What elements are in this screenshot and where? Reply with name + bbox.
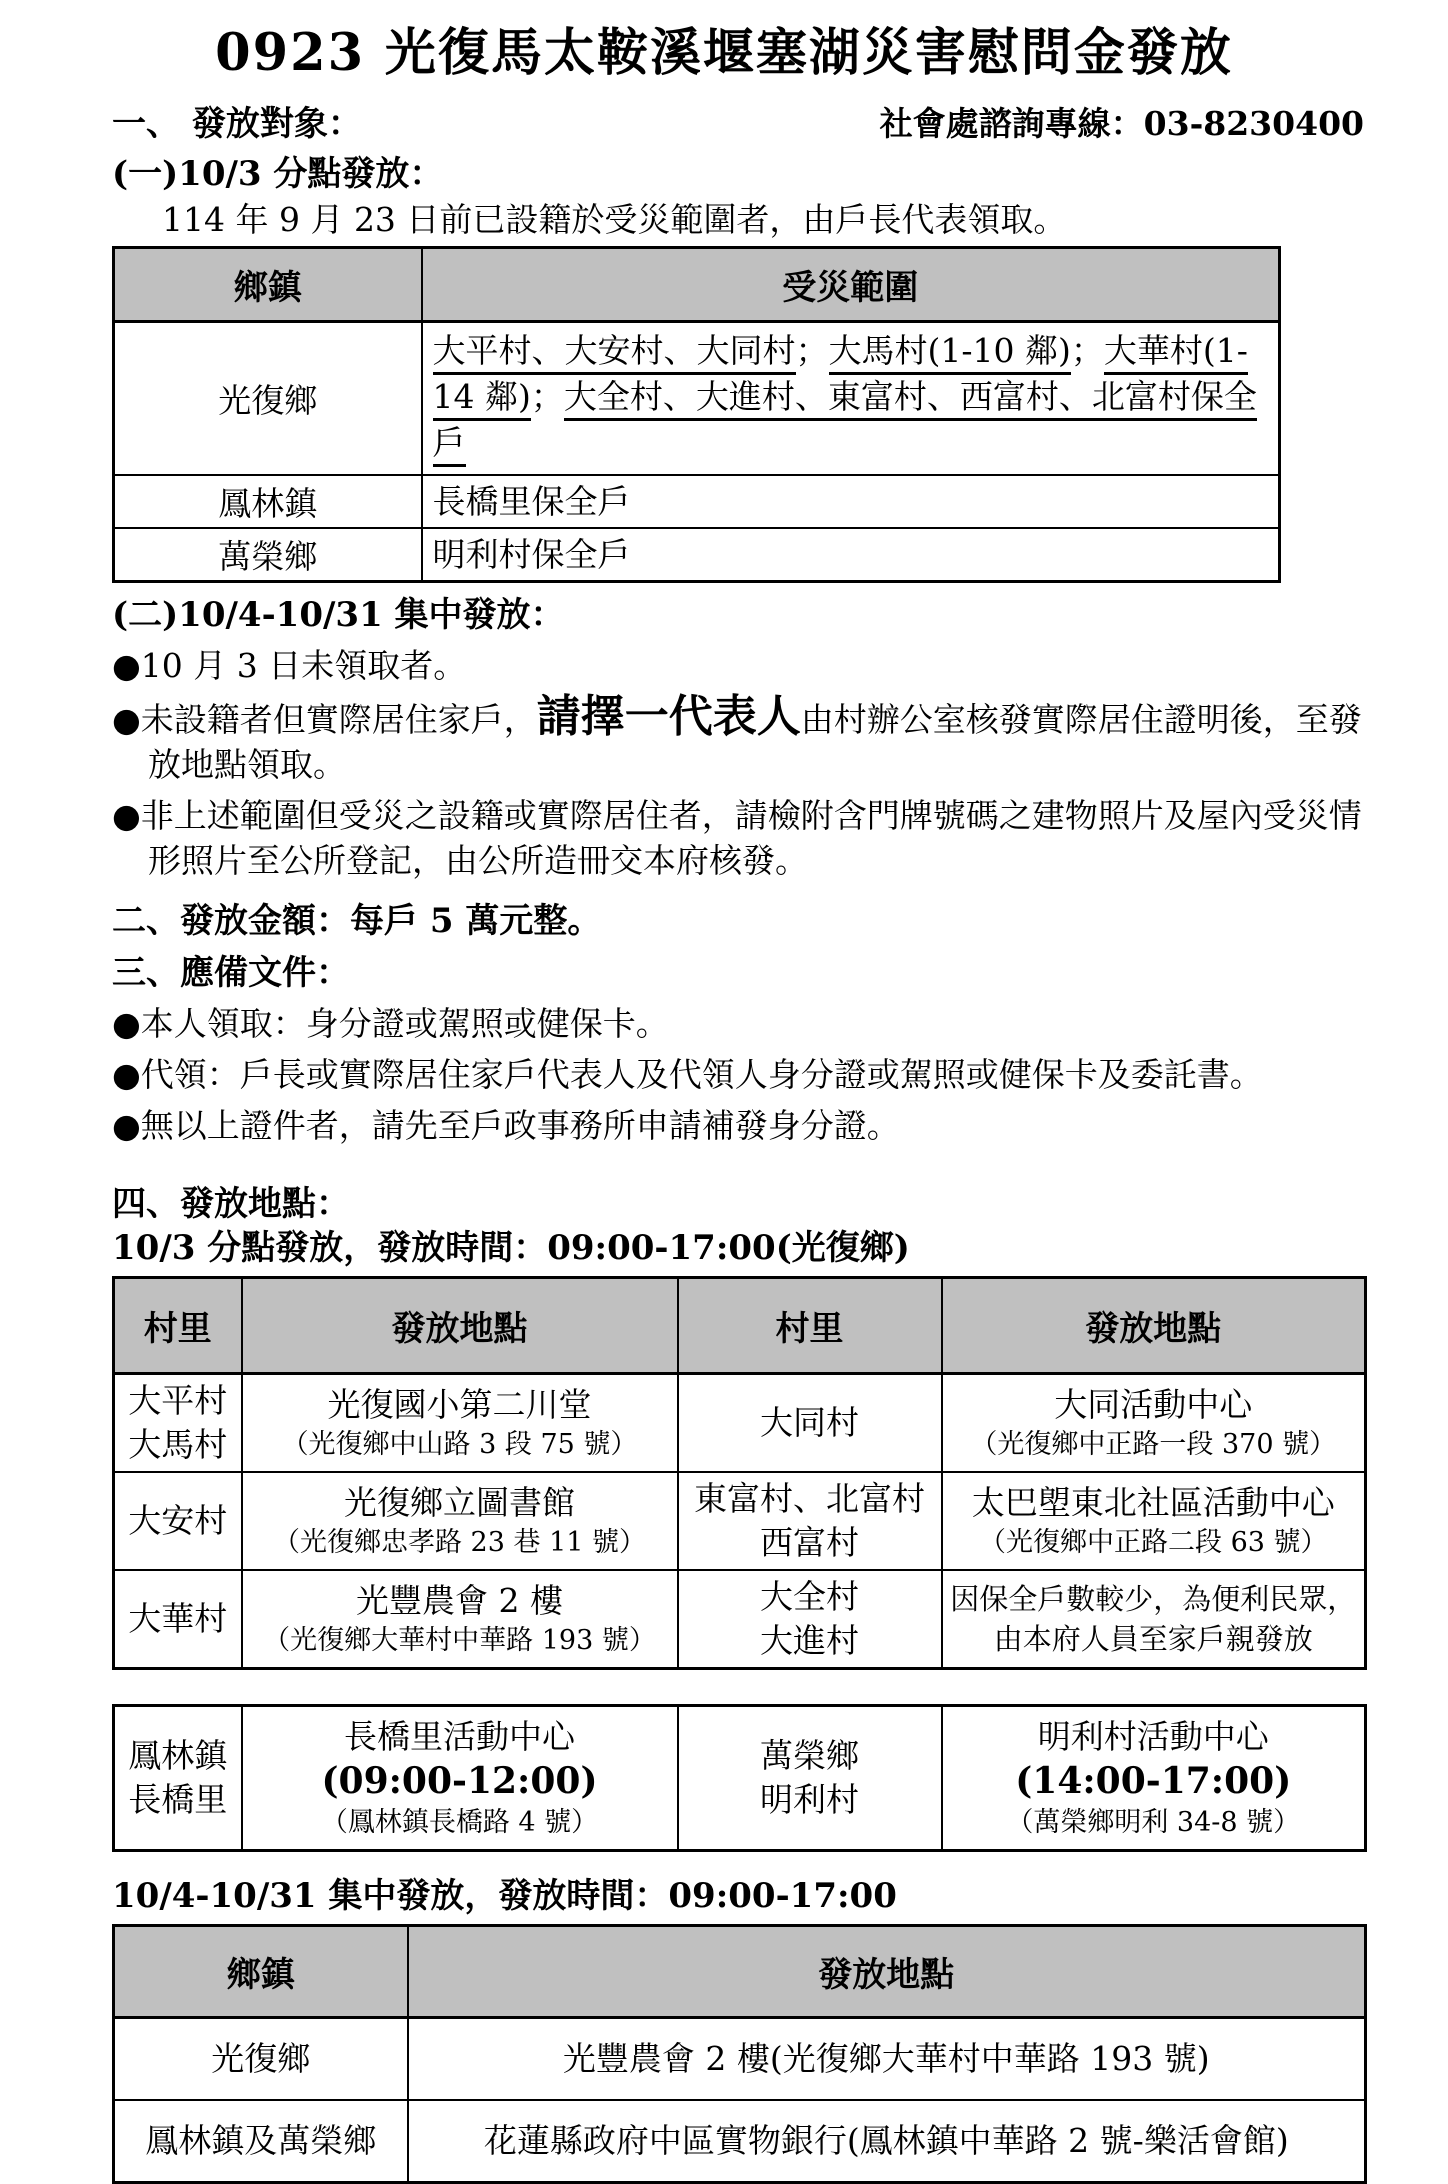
site-cell [242,1472,678,1570]
sites-col-village-1: 村里 [114,1278,242,1374]
victims-row-fenglin [114,475,1280,528]
village-cell [678,1706,942,1851]
village-name: 大進村 [760,1621,859,1660]
range-separator: ； [530,377,564,416]
village-name: 東富村、北富村 [694,1479,925,1518]
range-segment: 大馬村(1-10 鄰) [829,331,1071,375]
central-row-guangfu [114,2018,1366,2101]
bullet-not-collected: ●10 月 3 日未領取者。 [112,646,467,685]
range-segment: 大平村、大安村、大同村 [433,331,796,375]
village-name: 大全村 [760,1577,859,1616]
victims-header-row [114,248,1280,322]
village-cell [678,1374,942,1473]
sites-row-3 [114,1570,1366,1669]
victims-row-wanrong [114,528,1280,582]
village-cell [114,1570,242,1669]
section3-heading: 三、應備文件： [112,953,350,993]
site-address: （鳳林鎮長橋路 4 號） [320,1807,599,1838]
central-col-town: 鄉鎮 [114,1926,408,2018]
range-cell [422,322,1280,476]
sites-col-village-2: 村里 [678,1278,942,1374]
village-cell [678,1570,942,1669]
home-delivery-note-cell [942,1570,1366,1669]
section1-header-row [112,98,1364,146]
range-segment: 大全村、大進村、東富村、西富村、北富村保全戶 [433,377,1257,467]
bullet-proxy-collect: ●代領：戶長或實際居住家戶代表人及代領人身分證或駕照或健保卡及委託書。 [112,1055,1263,1094]
section2-heading: 二、發放金額：每戶 5 萬元整。 [112,901,602,941]
village-name: 長橋里 [128,1780,228,1819]
town-cell: 鳳林鎮及萬榮鄉 [114,2100,408,2183]
site-address: （光復鄉中山路 3 段 75 號） [281,1429,638,1460]
village-name: 明利村 [760,1780,859,1819]
page-title: 0923 光復馬太鞍溪堰塞湖災害慰問金發放 [215,23,1233,83]
range-cell: 明利村保全戶 [422,528,1280,582]
bullet-outside-range: ●非上述範圍但受災之設籍或實際居住者，請檢附含門牌號碼之建物照片及屋內受災情形照片至公所登記，由公所造冊交本府核發。 [112,796,1362,880]
site-address: （光復鄉中正路一段 370 號） [970,1429,1337,1460]
village-name: 大馬村 [128,1425,228,1464]
victims-col-range: 受災範圍 [422,248,1280,322]
central-header-row [114,1926,1366,2018]
bullet-representative-post: 由村辦公室核發實際居住證明後，至發放地點領取。 [148,700,1362,784]
site-address: （光復鄉中正路二段 63 號） [978,1527,1328,1558]
village-name: 鳳林鎮 [128,1736,228,1775]
site-cell [242,1706,678,1851]
village-cell [114,1374,242,1473]
village-name: 萬榮鄉 [760,1736,859,1775]
section4-heading: 四、發放地點： [112,1184,350,1224]
dist1-heading: 10/3 分點發放，發放時間：09:00-17:00(光復鄉) [112,1228,910,1268]
village-name: 大平村 [128,1381,228,1420]
central-sites-table [112,1924,1367,2184]
victims-col-town: 鄉鎮 [114,248,422,322]
town-cell: 光復鄉 [114,322,422,476]
sites-header-row [114,1278,1366,1374]
central-row-fenglin-wanrong [114,2100,1366,2183]
site-time: (14:00-17:00) [1015,1760,1292,1802]
village-cell [678,1472,942,1570]
victims-table [112,246,1281,583]
site-address: （光復鄉忠孝路 23 巷 11 號） [272,1527,647,1558]
range-separator: ； [1070,331,1104,370]
village-name: 西富村 [760,1523,859,1562]
batch2-heading: (二)10/4-10/31 集中發放： [112,595,565,635]
village-cell [114,1472,242,1570]
site-name: 光復鄉立圖書館 [344,1483,575,1522]
town-cell: 鳳林鎮 [114,475,422,528]
site-cell: 光豐農會 2 樓(光復鄉大華村中華路 193 號) [408,2018,1366,2101]
site-name: 明利村活動中心 [1037,1717,1269,1756]
bullet-representative-pre: ●未設籍者但實際居住家戶， [112,700,537,739]
site-name: 光豐農會 2 樓 [356,1581,563,1620]
site-address: （萬榮鄉明利 34-8 號） [1006,1807,1301,1838]
home-delivery-note-line: 因保全戶數較少，為便利民眾， [950,1582,1357,1616]
site-address: （光復鄉大華村中華路 193 號） [263,1625,656,1656]
batch1-note: 114 年 9 月 23 日前已設籍於受災範圍者，由戶長代表領取。 [162,200,1067,239]
site-cell [942,1706,1366,1851]
site-cell [242,1570,678,1669]
site-cell [942,1374,1366,1473]
site-name: 光復國小第二川堂 [327,1385,592,1424]
extra-sites-row [114,1706,1366,1851]
sites-table [112,1276,1367,1670]
village-name: 大安村 [128,1501,228,1540]
sites-row-1 [114,1374,1366,1473]
range-segment: 大華村(1-14 鄰) [433,331,1248,421]
dist2-heading: 10/4-10/31 集中發放，發放時間：09:00-17:00 [112,1876,897,1916]
home-delivery-note-line: 由本府人員至家戶親發放 [993,1622,1313,1656]
victims-row-guangfu [114,322,1280,476]
site-name: 長橋里活動中心 [344,1717,575,1756]
village-name: 大同村 [760,1403,859,1442]
range-separator: ； [795,331,829,370]
sites-col-site-2: 發放地點 [942,1278,1366,1374]
sites-col-site-1: 發放地點 [242,1278,678,1374]
bullet-no-id: ●無以上證件者，請先至戶政事務所申請補發身分證。 [112,1106,900,1145]
bullet-representative-bold: 請擇一代表人 [536,691,801,742]
consult-hotline: 社會處諮詢專線：03-8230400 [879,104,1364,143]
site-name: 太巴塱東北社區活動中心 [971,1483,1335,1522]
sites-row-2 [114,1472,1366,1570]
section1-heading: 一、 發放對象： [112,104,362,144]
bullet-self-collect: ●本人領取：身分證或駕照或健保卡。 [112,1004,669,1043]
range-cell: 長橋里保全戶 [422,475,1280,528]
batch1-heading: (一)10/3 分點發放： [112,154,444,194]
site-cell [942,1472,1366,1570]
village-cell [114,1706,242,1851]
fenglin-wanrong-sites-table [112,1704,1367,1852]
village-name: 大華村 [128,1599,228,1638]
site-name: 大同活動中心 [1054,1385,1253,1424]
bullet-representative [112,691,1364,787]
site-time: (09:00-12:00) [321,1760,598,1802]
site-cell: 花蓮縣政府中區實物銀行(鳳林鎮中華路 2 號-樂活會館) [408,2100,1366,2183]
town-cell: 萬榮鄉 [114,528,422,582]
site-cell [242,1374,678,1473]
central-col-site: 發放地點 [408,1926,1366,2018]
town-cell: 光復鄉 [114,2018,408,2101]
